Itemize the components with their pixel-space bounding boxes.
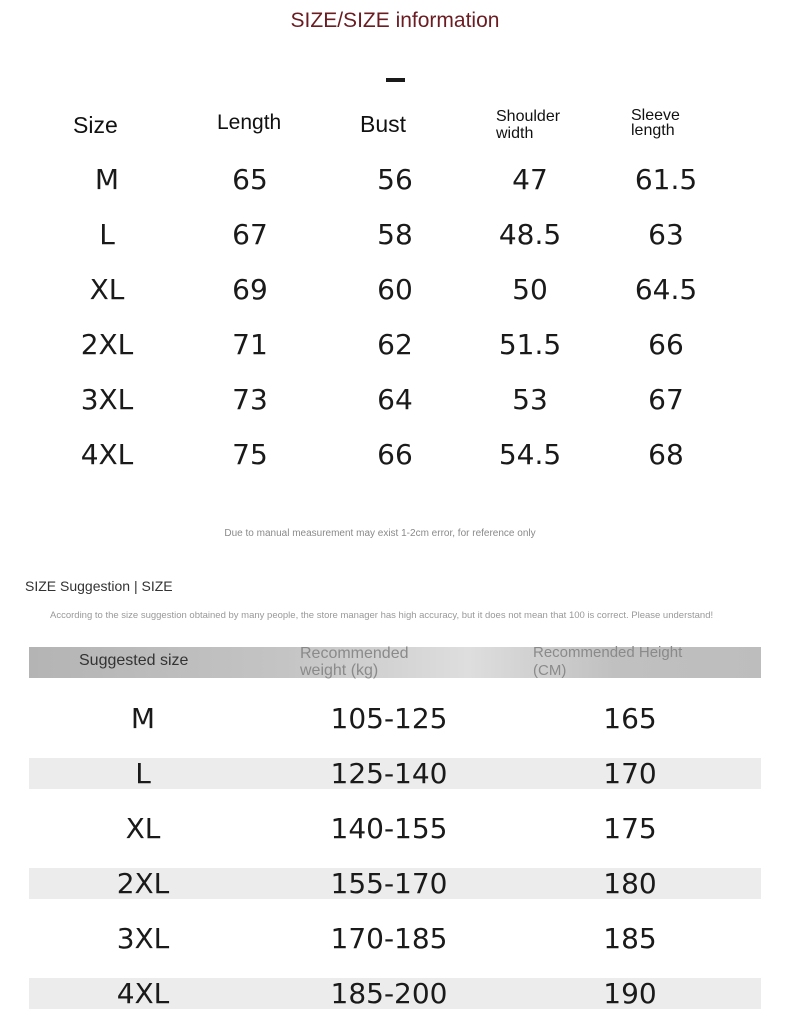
header-sleeve-line1: Sleeve	[631, 107, 680, 124]
cell-sleeve: 66	[648, 328, 684, 361]
cell-height: 170	[603, 757, 657, 790]
cell-suggested-size: 3XL	[116, 922, 170, 955]
cell-sleeve: 67	[648, 383, 684, 416]
cell-bust: 62	[377, 328, 413, 361]
cell-height: 185	[603, 922, 657, 955]
cell-height: 175	[603, 812, 657, 845]
cell-size: 2XL	[80, 328, 134, 361]
cell-suggested-size: 4XL	[116, 977, 170, 1010]
cell-bust: 56	[377, 163, 413, 196]
cell-shoulder: 50	[512, 273, 548, 306]
cell-shoulder: 47	[512, 163, 548, 196]
cell-bust: 60	[377, 273, 413, 306]
suggestion-title: SIZE Suggestion | SIZE	[25, 578, 173, 594]
cell-length: 65	[232, 163, 268, 196]
cell-bust: 66	[377, 438, 413, 471]
cell-size: M	[94, 163, 120, 196]
cell-weight: 170-185	[330, 922, 448, 955]
cell-shoulder: 54.5	[498, 438, 562, 471]
suggestion-header-height-line2: (CM)	[533, 662, 567, 679]
cell-height: 190	[603, 977, 657, 1010]
dash-divider	[386, 78, 405, 82]
suggestion-description: According to the size suggestion obtained by many people, the store manager has high accuracy, but it does not mean that 100 is correct. Please understand!	[50, 610, 714, 621]
cell-length: 69	[232, 273, 268, 306]
cell-sleeve: 64.5	[634, 273, 698, 306]
header-shoulder-line1: Shoulder	[496, 108, 561, 125]
cell-height: 180	[603, 867, 657, 900]
header-shoulder-line2: width	[496, 125, 534, 142]
cell-length: 75	[232, 438, 268, 471]
cell-shoulder: 53	[512, 383, 548, 416]
cell-weight: 140-155	[330, 812, 448, 845]
cell-suggested-size: M	[130, 702, 156, 735]
cell-bust: 64	[377, 383, 413, 416]
cell-suggested-size: 2XL	[116, 867, 170, 900]
cell-height: 165	[603, 702, 657, 735]
suggestion-header-weight-line1: Recommended	[300, 645, 409, 662]
cell-sleeve: 61.5	[634, 163, 698, 196]
cell-weight: 105-125	[330, 702, 448, 735]
header-size: Size	[73, 112, 118, 138]
suggestion-header-size: Suggested size	[79, 652, 189, 669]
cell-sleeve: 68	[648, 438, 684, 471]
cell-weight: 155-170	[330, 867, 448, 900]
cell-shoulder: 51.5	[498, 328, 562, 361]
cell-sleeve: 63	[648, 218, 684, 251]
header-sleeve-line2: length	[631, 122, 675, 139]
cell-weight: 185-200	[330, 977, 448, 1010]
cell-suggested-size: XL	[125, 812, 161, 845]
suggestion-header-height-line1: Recommended Height	[533, 644, 683, 661]
cell-weight: 125-140	[330, 757, 448, 790]
cell-size: 3XL	[80, 383, 134, 416]
cell-bust: 58	[377, 218, 413, 251]
cell-shoulder: 48.5	[498, 218, 562, 251]
cell-length: 67	[232, 218, 268, 251]
cell-size: 4XL	[80, 438, 134, 471]
cell-size: XL	[89, 273, 125, 306]
measurement-note: Due to manual measurement may exist 1-2cm error, for reference only	[224, 528, 536, 539]
cell-length: 71	[232, 328, 268, 361]
cell-suggested-size: L	[135, 757, 151, 790]
page-title: SIZE/SIZE information	[290, 9, 500, 32]
cell-length: 73	[232, 383, 268, 416]
header-bust: Bust	[360, 111, 407, 137]
suggestion-header-weight-line2: weight (kg)	[300, 662, 379, 679]
header-length: Length	[217, 111, 282, 134]
cell-size: L	[99, 218, 115, 251]
